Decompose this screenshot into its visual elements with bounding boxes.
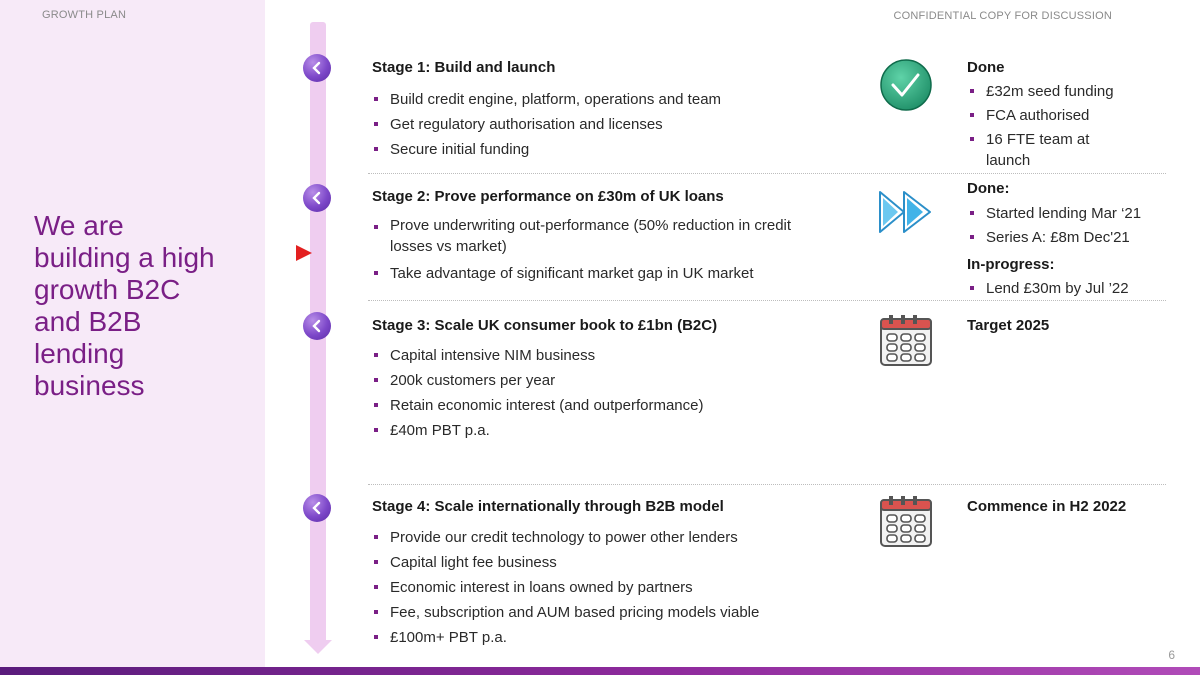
list-item: Capital light fee business (372, 550, 832, 575)
calendar-icon (879, 494, 933, 553)
list-item: 16 FTE team at launch (967, 129, 1117, 171)
confidential-label: CONFIDENTIAL COPY FOR DISCUSSION (893, 10, 1112, 22)
stage-1-status-list (967, 81, 1177, 174)
list-item: Lend £30m by Jul ’22 (967, 278, 1177, 299)
list-item: £40m PBT p.a. (372, 418, 832, 443)
stage-1-dot-icon (303, 54, 331, 82)
stage-2-status-list (967, 203, 1177, 251)
stage-3-title: Stage 3: Scale UK consumer book to £1bn (B2C) (372, 317, 718, 334)
page-number: 6 (1168, 648, 1175, 662)
list-item: Build credit engine, platform, operations and team (372, 87, 832, 112)
list-item: Prove underwriting out-performance (50% reduction in credit losses vs market) (372, 215, 827, 257)
list-item: £100m+ PBT p.a. (372, 625, 832, 650)
stage-2-title: Stage 2: Prove performance on £30m of UK loans (372, 188, 724, 205)
stage-2-status-title-2: In-progress: (967, 256, 1055, 273)
calendar-icon (879, 313, 933, 372)
check-circle-icon (878, 58, 934, 117)
stage-3-status-title: Target 2025 (967, 317, 1050, 334)
section-label: GROWTH PLAN (42, 9, 127, 21)
list-item: Economic interest in loans owned by partners (372, 575, 832, 600)
stage-1-bullets (372, 87, 832, 162)
list-item: Get regulatory authorisation and licenses (372, 112, 832, 137)
list-item: Series A: £8m Dec'21 (967, 227, 1177, 248)
list-item: Capital intensive NIM business (372, 343, 832, 368)
fast-forward-icon (878, 190, 934, 239)
list-item: Secure initial funding (372, 137, 832, 162)
stage-4-bullets (372, 525, 832, 650)
bottom-bar (0, 667, 1200, 675)
stage-2-status-title: Done: (967, 180, 1010, 197)
stage-1-title: Stage 1: Build and launch (372, 59, 556, 76)
stage-2-bullets (372, 215, 827, 286)
stage-divider (368, 484, 1166, 485)
list-item: £32m seed funding (967, 81, 1177, 102)
stage-4-title: Stage 4: Scale internationally through B2B model (372, 498, 724, 515)
stage-4-dot-icon (303, 494, 331, 522)
headline: We are building a high growth B2C and B2B lending business (34, 210, 215, 401)
stage-2-dot-icon (303, 184, 331, 212)
stage-4-status-title: Commence in H2 2022 (967, 498, 1127, 515)
list-item: FCA authorised (967, 105, 1177, 126)
stage-1-status-title: Done (967, 59, 1005, 76)
list-item: Started lending Mar ‘21 (967, 203, 1177, 224)
current-stage-marker (296, 245, 312, 261)
timeline-arrowhead (304, 640, 332, 654)
list-item: 200k customers per year (372, 368, 832, 393)
stage-2-status-list-2 (967, 278, 1177, 302)
list-item: Retain economic interest (and outperformance) (372, 393, 832, 418)
list-item: Provide our credit technology to power other lenders (372, 525, 832, 550)
list-item: Take advantage of significant market gap in UK market (372, 261, 827, 286)
stage-3-dot-icon (303, 312, 331, 340)
stage-3-bullets (372, 343, 832, 443)
list-item: Fee, subscription and AUM based pricing models viable (372, 600, 832, 625)
